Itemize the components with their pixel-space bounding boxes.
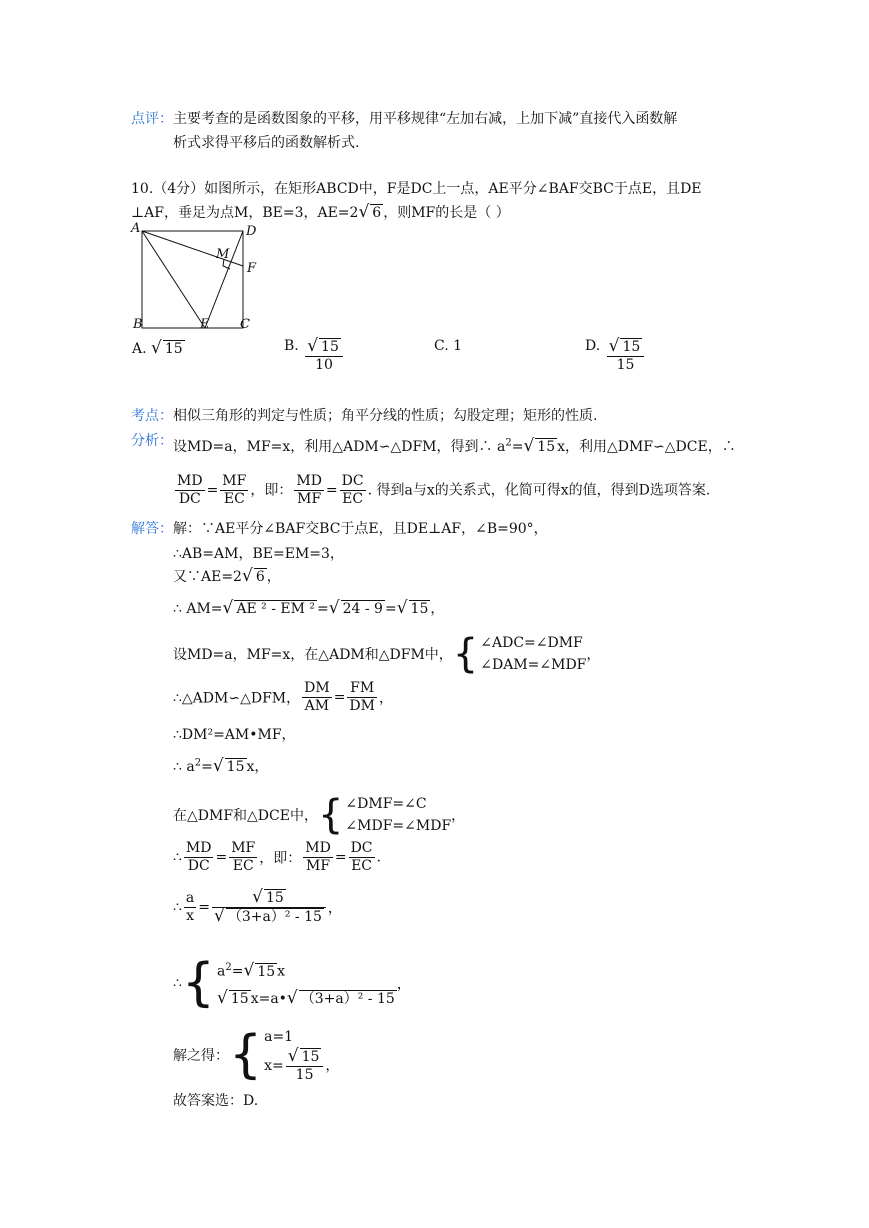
solution-step-9: 在△DMF和△DCE中， { ∠DMF=∠C ∠MDF=∠MDF ， — [173, 792, 466, 838]
fenxi-line-2: $\frac{MD}{DC}$ = $\frac{MF}{EC}$ ，即： $\frac{MD}{MF}$ = $\frac{DC}{EC}$ . 得到a与x的关系式，化简可得x的值，得到D选项答案. — [177, 473, 711, 507]
option-c: C. 1 — [434, 338, 463, 354]
solution-step-2: ∴AB=AM，BE=EM=3， — [173, 546, 344, 562]
option-d: D. $\frac{√ 15}{15}$ — [585, 338, 646, 374]
geometry-figure — [128, 220, 268, 335]
solution-step-10: ∴ $\frac{MD}{DC}$ = $\frac{MF}{EC}$ ，即： $\frac{MD}{MF}$ = $\frac{DC}{EC}$ . — [173, 840, 381, 874]
solution-step-14: 故答案选：D. — [173, 1093, 259, 1109]
solution-step-8: ∴ $a^2=√$ 15 x， — [173, 756, 269, 776]
question-line-1: 10.（4分）如图所示，在矩形ABCD中，F是DC上一点，AE平分∠BAF交BC于点E，且DE — [131, 181, 702, 197]
label-e: E — [200, 317, 210, 332]
solution-step-5: 设MD=a，MF=x，在△ADM和△DFM中， { ∠ADC=∠DMF ∠DAM=∠MDF ， — [173, 631, 601, 677]
solution-step-4: ∴ AM=√ AE ² - EM ² =√ 24 - 9 =√ 15 ， — [173, 598, 445, 618]
option-b: B. $\frac{√ 15}{10}$ — [284, 338, 345, 374]
fenxi-label: 分析： — [131, 433, 173, 449]
kaodian-label: 考点： — [131, 408, 173, 424]
label-f: F — [247, 261, 257, 276]
segment-de — [205, 231, 243, 328]
solution-step-3: 又∵AE=2√ 6 ， — [173, 566, 281, 586]
fenxi-line-1: 设MD=a，MF=x，利用△ADM∽△DFM，得到∴ $a^2=√$ 15 x，利用△DMF∽△DCE，∴ — [173, 436, 736, 456]
option-a: A. √ 15 — [132, 338, 183, 358]
review-line-1: 点评：主要考查的是函数图象的平移，用平移规律“左加右减，上加下减”直接代入函数解 — [131, 111, 678, 127]
review-label: 点评： — [131, 111, 173, 127]
label-c: C — [240, 317, 250, 332]
rectangle-abcd — [142, 231, 243, 328]
label-m: M — [216, 247, 230, 262]
solution-step-11: ∴ $\frac{a}{x}$ = $\frac{√ 15}{\text{√ （3+a）² - 15}}$ ， — [173, 887, 342, 926]
question-line-2: ⊥AF，垂足为点M，BE=3，AE=2√ 6 ，则MF的长是（ ） — [131, 202, 510, 222]
solution-step-1: 解：∵AE平分∠BAF交BC于点E，且DE⊥AF，∠B=90°， — [173, 521, 548, 537]
solution-step-12: ∴ { $a^2=√$ 15 x √ 15 x=a•√ （3+a）² - 15 ， — [173, 953, 411, 1014]
solution-step-6: ∴△ADM∽△DFM， $\frac{DM}{AM}$ = $\frac{FM}{DM}$ ， — [173, 680, 393, 714]
label-a: A — [131, 221, 141, 236]
solution-step-13: 解之得： { a=1 x= $\frac{√ 15}{15}$ ， — [173, 1025, 340, 1085]
jieda-label: 解答： — [131, 521, 173, 537]
segment-ae — [142, 231, 205, 328]
solution-step-7: ∴DM²=AM•MF， — [173, 727, 296, 743]
kaodian-line: 考点：相似三角形的判定与性质；角平分线的性质；勾股定理；矩形的性质. — [131, 408, 598, 424]
review-line-2: 析式求得平移后的函数解析式. — [173, 135, 360, 151]
label-b: B — [133, 317, 143, 332]
label-d: D — [246, 224, 257, 239]
